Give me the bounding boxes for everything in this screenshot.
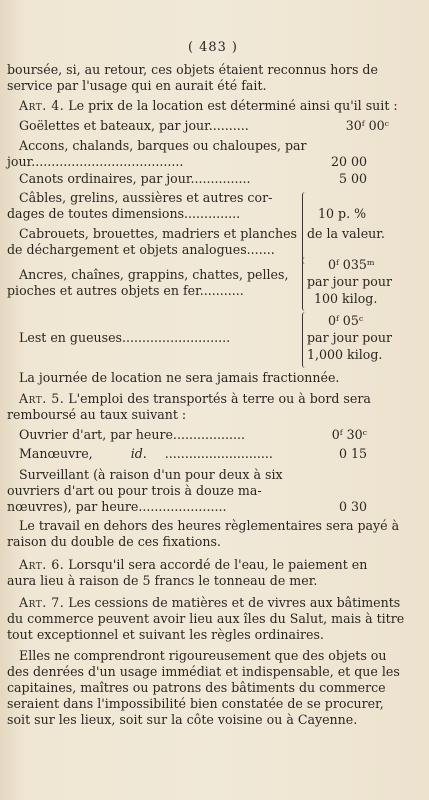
tariff-price: 0ᶠ 05ᶜ [328, 313, 364, 328]
tariff-label: jour...................................... [7, 154, 184, 169]
article-text: Lorsqu'il sera accordé de l'eau, le paiement en [68, 557, 368, 572]
text-line: aura lieu à raison de 5 francs le tonneau de mer. [7, 573, 318, 588]
text-line: des denrées d'un usage immédiat et indispensable, et que les [7, 664, 400, 679]
text-line: Elles ne comprendront rigoureusement que des objets ou [19, 648, 387, 663]
tariff-label-manoeuvre [19, 446, 273, 462]
tariff-price: 1,000 kilog. [307, 347, 383, 362]
text-line: service par l'usage qui en aurait été fait. [7, 78, 267, 93]
tariff-price: 0ᶠ 30ᶜ [331, 427, 367, 442]
tariff-price: 0 15 [338, 446, 367, 461]
text-line: du commerce peuvent avoir lieu aux îles du Salut, mais à titre [7, 611, 405, 626]
text-line: tout exceptionnel et suivant les règles ordinaires. [7, 627, 324, 642]
text-line: La journée de location ne sera jamais fractionnée. [19, 370, 340, 385]
tariff-price: par jour pour [307, 274, 392, 289]
text-line: seraient dans l'impossibilité bien constatée de se procurer, [7, 696, 384, 711]
article-7-line [19, 595, 400, 611]
tariff-label: pioches et autres objets en fer........... [7, 283, 244, 298]
text-line: boursée, si, au retour, ces objets étaient reconnus hors de [7, 62, 378, 77]
article-label: Art. 4. [19, 98, 65, 113]
tariff-label: Câbles, grelins, aussières et autres cor- [19, 190, 273, 205]
article-text: Les cessions de matières et de vivres aux bâtiments [68, 595, 401, 610]
tariff-price: 0ᶠ 035ᵐ [328, 257, 375, 272]
article-text: Le prix de la location est déterminé ainsi qu'il suit : [68, 98, 398, 113]
tariff-price: par jour pour [307, 330, 392, 345]
text-line: capitaines, maîtres ou patrons des bâtiments du commerce [7, 680, 386, 695]
ditto-mark: id. [130, 446, 147, 461]
leader-dots: ........................... [164, 446, 273, 461]
tariff-price: 20 00 [330, 154, 367, 169]
article-text: L'emploi des transportés à terre ou à bord sera [68, 391, 371, 406]
tariff-price: 0 30 [338, 499, 367, 514]
tariff-label: nœuvres), par heure...................... [7, 499, 227, 514]
tariff-price: 5 00 [338, 171, 367, 186]
text-line: remboursé au taux suivant : [7, 407, 187, 422]
tariff-label: Goëlettes et bateaux, par jour.......... [19, 118, 249, 133]
text-line: raison du double de ces fixations. [7, 534, 221, 549]
tariff-label: Ouvrier d'art, par heure.................. [19, 427, 245, 442]
tariff-label: Lest en gueuses........................... [19, 330, 231, 345]
article-label: Art. 6. [19, 557, 65, 572]
tariff-label: Ancres, chaînes, grappins, chattes, pelles, [19, 267, 289, 282]
article-label: Art. 5. [19, 391, 65, 406]
tariff-price: 10 p. % [318, 206, 367, 221]
article-label: Art. 7. [19, 595, 65, 610]
tariff-price: 30ᶠ 00ᶜ [345, 118, 389, 133]
tariff-price: 100 kilog. [314, 291, 378, 306]
tariff-label: Manœuvre, [19, 446, 93, 461]
tariff-label: Surveillant (à raison d'un pour deux à six [19, 467, 283, 482]
tariff-label: Accons, chalands, barques ou chaloupes, par [19, 138, 307, 153]
text-line: Le travail en dehors des heures règlementaires sera payé à [19, 518, 400, 533]
tariff-label: Cabrouets, brouettes, madriers et planches [19, 226, 297, 241]
page-number: ( 483 ) [188, 40, 238, 55]
article-5-line [19, 391, 371, 407]
tariff-label: ouvriers d'art ou pour trois à douze ma- [7, 483, 262, 498]
text-line: soit sur les lieux, soit sur la côte voisine ou à Cayenne. [7, 712, 358, 727]
article-6-line [19, 557, 367, 573]
tariff-label: de déchargement et objets analogues....... [7, 242, 275, 257]
tariff-label: Canots ordinaires, par jour............... [19, 171, 251, 186]
tariff-price: de la valeur. [307, 226, 385, 241]
tariff-label: dages de toutes dimensions.............. [7, 206, 241, 221]
article-4-line [19, 98, 398, 114]
